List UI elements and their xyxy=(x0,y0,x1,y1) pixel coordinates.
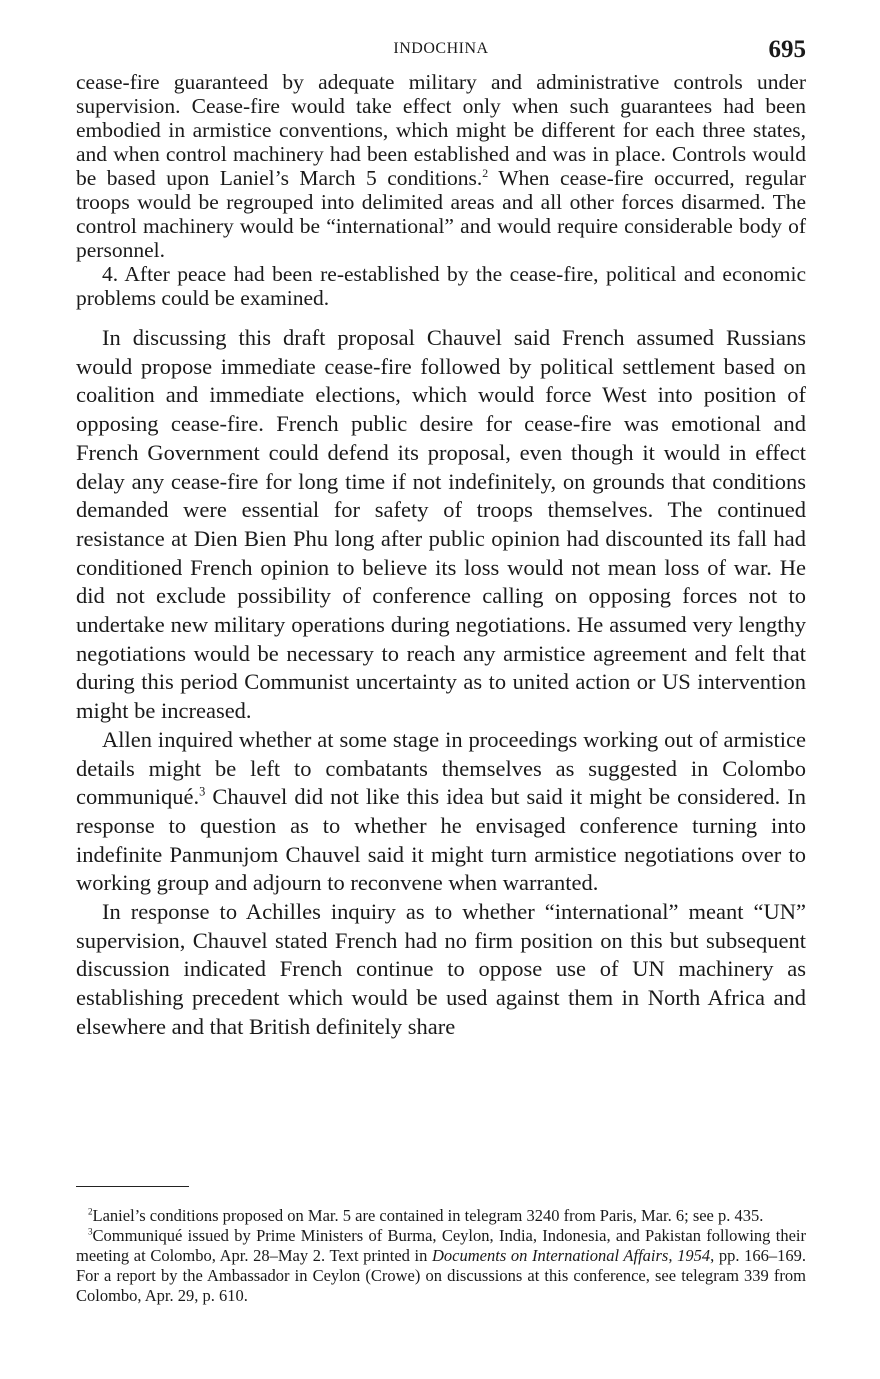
footnote-ref-3: 3 xyxy=(199,784,206,799)
paragraph-5: In response to Achilles inquiry as to whether “international” meant “UN” supervision, Chauvel stated French had no firm position on this but subsequent discussion indicated French continue to oppose use of UN machinery as establishing precedent which would be used against them in North Africa and elsewhere and that British definitely share xyxy=(76,899,806,1039)
paragraph-4-text: Allen inquired whether at some stage in proceedings working out of armistice details might be left to combatants themselves as suggested in Colombo communiqué. xyxy=(76,726,806,810)
paragraph-4-tail: Chauvel did not like this idea but said it might be considered. In response to question as to whether he envisaged conference turning into indefinite Panmunjom Chauvel said it might turn armistice negotiations over to working group and adjourn to reconvene when warranted. xyxy=(76,784,806,896)
footnote-divider xyxy=(76,1186,189,1187)
paragraph-2: 4. After peace had been re-established by the cease-fire, political and economic problems could be examined. xyxy=(76,262,806,310)
section-gap xyxy=(76,310,806,324)
footnote-3 xyxy=(76,1226,806,1306)
footnote-ref-2: 2 xyxy=(482,165,489,180)
footnote-3-title: Documents on International Affairs, 1954 xyxy=(432,1246,711,1265)
footnote-3-mark: 3 xyxy=(88,1226,93,1237)
paragraph-1-text: cease-fire guaranteed by adequate military and administrative controls under supervision. Cease-fire would take effect only when such guarantees had been embodied in armistice conventions, which might be different for each three states, and when control machinery had been established and was in place. Controls would be based upon Laniel’s March 5 conditions. xyxy=(76,70,806,190)
paragraph-1 xyxy=(76,70,806,262)
footnote-3-text-b: , pp. 166–169. For a report by the Ambassador in Ceylon (Crowe) on discussions at this conference, see telegram 339 from Colombo, Apr. 29, p. 610. xyxy=(76,1246,807,1305)
paragraph-1-tail: When cease-fire occurred, regular troops would be regrouped into delimited areas and all other forces disarmed. The control machinery would be “international” and would require considerable body of personnel. xyxy=(76,166,806,262)
paragraph-3: In discussing this draft proposal Chauvel said French assumed Russians would propose immediate cease-fire followed by political settlement based on coalition and immediate elections, which would force West into position of opposing cease-fire. French public desire for cease-fire was emotional and French Government could defend its proposal, even though it would in effect delay any cease-fire for long time if not indefinitely, on grounds that conditions demanded were essential for safety of troops themselves. The continued resistance at Dien Bien Phu long after public opinion had discounted its fall had conditioned French opinion to believe its loss would not mean loss of war. He did not exclude possibility of conference calling on opposing forces not to undertake new military operations during negotiations. He assumed very lengthy negotiations would be necessary to reach any armistice agreement and felt that during this period Communist uncertainty as to united action or US intervention might be increased. xyxy=(76,325,806,724)
footnote-2-mark: 2 xyxy=(88,1206,93,1217)
footnote-2 xyxy=(76,1206,806,1226)
footnotes xyxy=(76,1206,806,1306)
footnote-3-text-a: Communiqué issued by Prime Ministers of Burma, Ceylon, India, Indonesia, and Pakistan following their meeting at Colombo, Apr. 28–May 2. Text printed in xyxy=(76,1226,806,1265)
footnote-2-text: Laniel’s conditions proposed on Mar. 5 are contained in telegram 3240 from Paris, Mar. 6; see p. 435. xyxy=(92,1206,764,1225)
page-number: 695 xyxy=(768,36,806,63)
page-header xyxy=(76,36,806,70)
running-title: INDOCHINA xyxy=(393,40,489,57)
paragraph-4 xyxy=(76,726,806,898)
document-page xyxy=(76,36,806,1042)
